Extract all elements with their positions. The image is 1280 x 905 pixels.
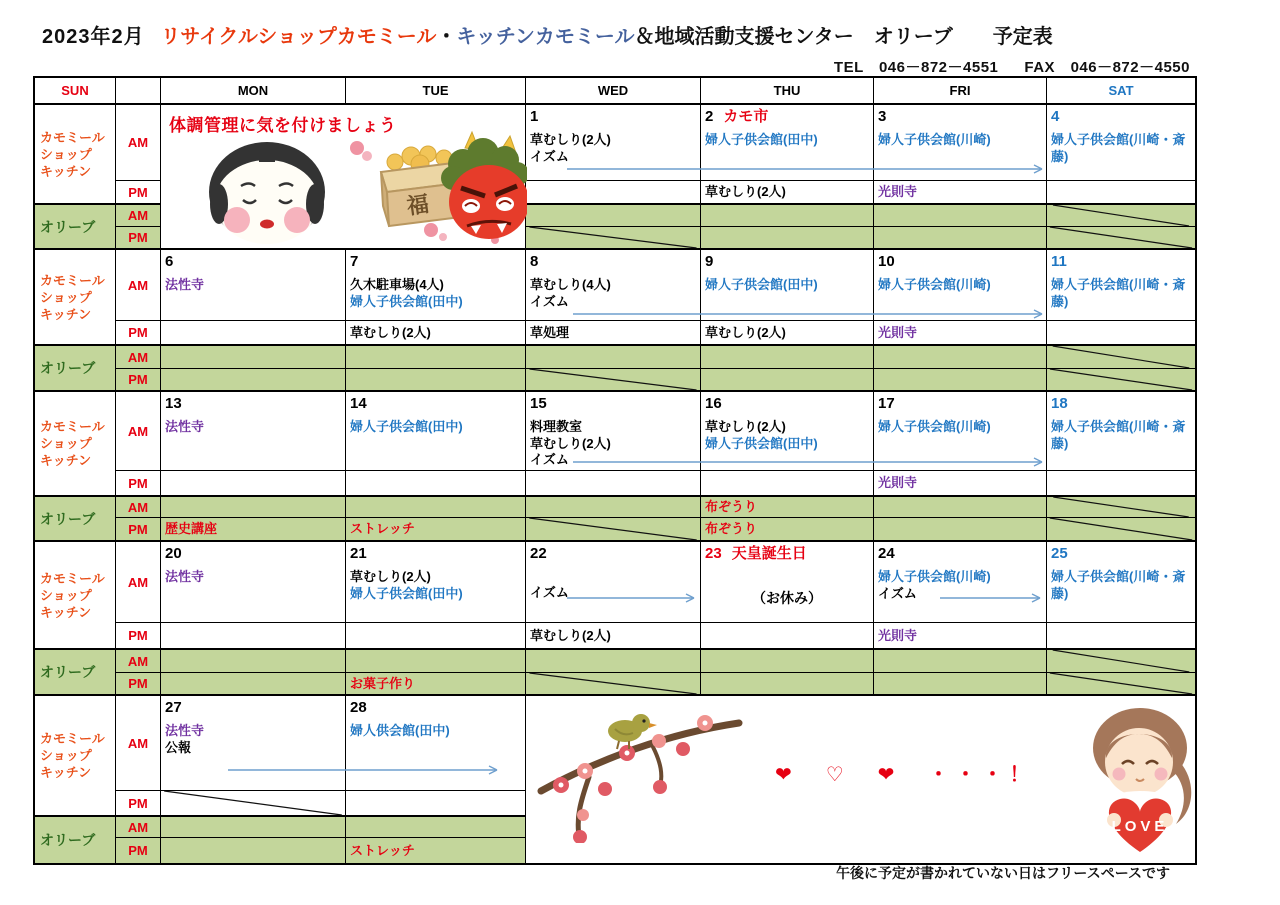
date-note: 天皇誕生日 — [731, 545, 807, 562]
cell-fri-olive-pm — [873, 368, 1046, 390]
cell-sat-olive-am — [1046, 344, 1195, 368]
date-label: 28 — [350, 699, 367, 716]
row-label-line: キッチン — [40, 306, 92, 322]
continuation-arrow — [228, 765, 498, 775]
date-label: 16 — [705, 395, 722, 412]
schedule-entry: 婦人子供会館(川崎・斎藤) — [1051, 277, 1186, 309]
schedule-entry: 草むしり(4人) — [530, 277, 611, 292]
row-label-line: ショップ — [40, 748, 92, 763]
schedule-entry: 布ぞうり — [705, 521, 758, 536]
schedule-entry: イズム — [530, 452, 569, 467]
am-label: AM — [115, 248, 160, 320]
schedule-entry: 婦人子供会館(川崎・斎藤) — [1051, 419, 1186, 451]
cell-tue-olive-pm — [345, 517, 525, 540]
cell-wed-olive-am — [525, 648, 700, 672]
row-label-line: ショップ — [40, 436, 92, 451]
day-header-thu: THU — [700, 78, 873, 105]
olive-pm-label: PM — [115, 672, 160, 694]
schedule-entry: 料理教室 — [530, 419, 583, 434]
cell-wed-pm — [525, 470, 700, 495]
continuation-arrow — [567, 164, 1043, 174]
row-label-olive: オリーブ — [35, 203, 115, 248]
olive-am-label: AM — [115, 344, 160, 368]
crossed-out-mark — [161, 791, 345, 815]
schedule-entry: 草むしり(2人) — [350, 324, 431, 340]
date-label: 21 — [350, 545, 367, 562]
schedule-entry: 婦人供会館(田中) — [350, 723, 450, 738]
cell-thu-pm — [700, 180, 873, 203]
schedule-entry: 婦人子供会館(田中) — [705, 132, 818, 147]
cell-sat-olive-am — [1046, 495, 1195, 517]
schedule-entry: 歴史講座 — [165, 521, 218, 536]
oni-face-icon — [441, 132, 527, 239]
cell-sat-olive-am — [1046, 648, 1195, 672]
schedule-entry: 草むしり(2人) — [530, 627, 611, 643]
row-label-chamomile — [35, 694, 115, 815]
schedule-entry: 婦人子供会館(川崎・斎藤) — [1051, 569, 1186, 601]
schedule-entry: 草むしり(2人) — [350, 569, 431, 584]
contact-line — [834, 56, 1190, 77]
cell-fri-am — [873, 540, 1046, 622]
schedule-entry: イズム — [530, 148, 569, 164]
month-label: 2023年2月 — [42, 26, 145, 48]
schedule-entry: 法性寺 — [165, 277, 205, 292]
schedule-entry: 婦人子供会館(川崎) — [878, 132, 991, 147]
cell-tue-pm — [345, 790, 525, 815]
cell-tue-pm — [345, 622, 525, 648]
title-recycle-shop: リサイクルショップカモミール — [160, 26, 437, 48]
pm-label: PM — [115, 470, 160, 495]
schedule-entry: 光則寺 — [878, 627, 918, 643]
row-label-chamomile — [35, 390, 115, 495]
schedule-entry: イズム — [530, 585, 569, 600]
cell-fri-olive-am — [873, 495, 1046, 517]
crossed-out-mark — [1047, 497, 1195, 517]
cell-thu-pm — [700, 470, 873, 495]
continuation-arrow — [567, 593, 695, 603]
title-separator: ・ — [436, 26, 457, 48]
pm-label: PM — [115, 790, 160, 815]
row-label-olive: オリーブ — [35, 648, 115, 694]
love-girl-illustration — [1086, 702, 1195, 860]
row-label-line: キッチン — [40, 163, 92, 179]
plum-branch-illustration — [533, 695, 745, 843]
schedule-entry: ストレッチ — [350, 521, 415, 536]
cell-sat-olive-pm — [1046, 517, 1195, 540]
crossed-out-mark — [526, 673, 700, 694]
title-kitchen: キッチンカモミール — [456, 26, 635, 48]
date-label: 22 — [530, 545, 547, 562]
cell-tue-olive-am — [345, 344, 525, 368]
cell-thu-olive-pm — [700, 368, 873, 390]
love-label: LOVE — [1111, 818, 1169, 835]
cell-fri-olive-pm — [873, 672, 1046, 694]
continuation-arrow — [940, 593, 1041, 603]
cell-wed-olive-pm — [525, 672, 700, 694]
fax-number: FAX 046－872－4550 — [1024, 59, 1190, 76]
cell-tue-olive-pm — [345, 837, 525, 863]
crossed-out-mark — [1047, 205, 1195, 226]
cell-sat-am — [1046, 105, 1195, 180]
date-label: 10 — [878, 253, 895, 270]
cell-wed-olive-am — [525, 203, 700, 226]
cell-wed-pm — [525, 180, 700, 203]
cell-tue-pm — [345, 470, 525, 495]
cell-mon-am — [160, 694, 345, 790]
schedule-entry: 光則寺 — [878, 324, 918, 340]
day-header-sun: SUN — [35, 78, 115, 105]
date-label: 27 — [165, 699, 182, 716]
cell-wed-olive-am — [525, 495, 700, 517]
cell-fri-olive-am — [873, 648, 1046, 672]
row-label-line: キッチン — [40, 453, 92, 468]
cell-fri-olive-am — [873, 344, 1046, 368]
date-label: 4 — [1051, 108, 1060, 125]
cell-sat-am — [1046, 248, 1195, 320]
schedule-entry: お菓子作り — [350, 675, 416, 691]
cell-fri-pm — [873, 470, 1046, 495]
cell-tue-am — [345, 390, 525, 470]
schedule-entry: 婦人子供会館(田中) — [705, 435, 818, 451]
schedule-entry: 法性寺 — [165, 419, 205, 434]
row-label-olive: オリーブ — [35, 344, 115, 390]
cell-thu-olive-am — [700, 203, 873, 226]
cell-tue-olive-am — [345, 495, 525, 517]
cell-mon-olive-pm — [160, 837, 345, 863]
cell-tue-olive-pm — [345, 368, 525, 390]
crossed-out-mark — [1047, 650, 1195, 672]
cell-sat-pm — [1046, 180, 1195, 203]
am-label: AM — [115, 105, 160, 180]
date-label: 9 — [705, 253, 714, 270]
cell-mon-olive-am — [160, 344, 345, 368]
cell-mon-pm — [160, 790, 345, 815]
schedule-entry: 婦人子供会館(田中) — [350, 585, 463, 601]
continuation-arrow — [573, 309, 1043, 319]
am-label: AM — [115, 390, 160, 470]
cell-tue-olive-am — [345, 648, 525, 672]
cell-wed-olive-pm — [525, 517, 700, 540]
cell-mon-olive-pm — [160, 672, 345, 694]
row-label-line: ショップ — [40, 587, 92, 603]
otafuku-face-icon — [209, 142, 325, 244]
schedule-entry: 公報 — [165, 739, 192, 755]
setsubun-illustration — [195, 130, 527, 246]
row-label-olive: オリーブ — [35, 495, 115, 540]
date-label: 13 — [165, 395, 182, 412]
cell-wed-pm — [525, 320, 700, 344]
day-header-sat: SAT — [1046, 78, 1195, 105]
crossed-out-mark — [1047, 673, 1195, 694]
footer-note: 午後に予定が書かれていない日はフリースペースです — [835, 865, 1170, 881]
schedule-entry: 草処理 — [530, 324, 570, 340]
olive-am-label: AM — [115, 815, 160, 837]
cell-mon-am — [160, 248, 345, 320]
am-label: AM — [115, 540, 160, 622]
schedule-entry: イズム — [530, 293, 569, 309]
cell-mon-olive-am — [160, 815, 345, 837]
day-header-tue: TUE — [345, 78, 525, 105]
cell-sat-olive-pm — [1046, 226, 1195, 248]
olive-pm-label: PM — [115, 517, 160, 540]
schedule-entry: 草むしり(2人) — [530, 435, 611, 451]
cell-sat-olive-pm — [1046, 368, 1195, 390]
cell-thu-olive-am — [700, 495, 873, 517]
cell-mon-olive-am — [160, 495, 345, 517]
crossed-out-mark — [1047, 369, 1195, 390]
holiday-note: （お休み） — [752, 590, 822, 606]
cell-mon-pm — [160, 470, 345, 495]
cell-tue-am — [345, 694, 525, 790]
cell-wed-pm — [525, 622, 700, 648]
crossed-out-mark — [1047, 518, 1195, 540]
schedule-entry: 法性寺 — [165, 723, 205, 738]
olive-am-label: AM — [115, 495, 160, 517]
fuku-character: 福 — [405, 191, 431, 219]
schedule-entry: イズム — [878, 585, 917, 601]
cell-thu-am — [700, 540, 873, 622]
title-rest: ＆地域活動支援センター オリーブ 予定表 — [634, 26, 1053, 48]
cell-fri-olive-am — [873, 203, 1046, 226]
date-label: 18 — [1051, 395, 1068, 412]
cell-mon-pm — [160, 320, 345, 344]
date-label: 17 — [878, 395, 895, 412]
pm-label: PM — [115, 320, 160, 344]
cell-fri-olive-pm — [873, 517, 1046, 540]
cell-sat-olive-am — [1046, 203, 1195, 226]
cell-wed-olive-pm — [525, 368, 700, 390]
row-label-line: カモミール — [40, 419, 105, 434]
crossed-out-mark — [526, 369, 700, 390]
date-label: 8 — [530, 253, 539, 270]
date-label: 1 — [530, 108, 539, 125]
schedule-entry: 婦人子供会館(田中) — [350, 293, 463, 309]
cell-mon-olive-pm — [160, 368, 345, 390]
cell-sat-pm — [1046, 622, 1195, 648]
cell-sat-am — [1046, 540, 1195, 622]
row-label-line: カモミール — [40, 731, 105, 746]
cell-tue-olive-pm — [345, 672, 525, 694]
olive-pm-label: PM — [115, 837, 160, 863]
schedule-entry: 草むしり(2人) — [705, 324, 786, 340]
cell-wed-am — [525, 540, 700, 622]
date-label: 2 カモ市 — [705, 108, 769, 125]
day-header-fri: FRI — [873, 78, 1046, 105]
cell-thu-olive-pm — [700, 226, 873, 248]
date-label: 15 — [530, 395, 547, 412]
health-banner-text: 体調管理に気を付けましょう — [169, 116, 397, 135]
row-label-line: カモミール — [40, 570, 105, 586]
date-label: 7 — [350, 253, 359, 270]
cell-thu-pm — [700, 622, 873, 648]
cell-sat-olive-pm — [1046, 672, 1195, 694]
row-label-chamomile — [35, 248, 115, 344]
date-label: 25 — [1051, 545, 1068, 562]
cell-fri-pm — [873, 622, 1046, 648]
schedule-entry: 婦人子供会館(川崎) — [878, 277, 991, 292]
olive-am-label: AM — [115, 203, 160, 226]
schedule-entry: 婦人子供会館(川崎) — [878, 419, 991, 434]
date-note: カモ市 — [723, 108, 769, 125]
row-label-olive: オリーブ — [35, 815, 115, 863]
schedule-entry: 光則寺 — [878, 475, 918, 490]
row-label-line: キッチン — [40, 604, 92, 620]
cell-thu-olive-pm — [700, 517, 873, 540]
schedule-entry: 婦人子供会館(田中) — [350, 419, 463, 434]
cell-wed-olive-am — [525, 344, 700, 368]
cell-mon-olive-pm — [160, 517, 345, 540]
cell-sat-pm — [1046, 470, 1195, 495]
cell-sat-pm — [1046, 320, 1195, 344]
date-label: 11 — [1051, 253, 1067, 270]
row-label-line: ショップ — [40, 146, 92, 162]
cell-thu-olive-am — [700, 344, 873, 368]
schedule-entry: 布ぞうり — [705, 499, 758, 514]
schedule-entry: 久木駐車場(4人) — [350, 277, 444, 292]
cell-mon-am — [160, 390, 345, 470]
row-label-chamomile — [35, 105, 115, 203]
crossed-out-mark — [526, 227, 700, 248]
cell-thu-olive-pm — [700, 672, 873, 694]
cell-tue-am — [345, 248, 525, 320]
cell-mon-pm — [160, 622, 345, 648]
cell-mon-am — [160, 540, 345, 622]
cell-wed-olive-pm — [525, 226, 700, 248]
schedule-entry: 草むしり(2人) — [705, 419, 786, 434]
schedule-entry: ストレッチ — [350, 842, 415, 858]
crossed-out-mark — [1047, 227, 1195, 248]
cell-thu-pm — [700, 320, 873, 344]
cell-tue-am — [345, 540, 525, 622]
schedule-entry: 法性寺 — [165, 569, 205, 584]
date-label: 6 — [165, 253, 174, 270]
ponytail — [1172, 760, 1191, 824]
cell-fri-pm — [873, 320, 1046, 344]
schedule-entry: 草むしり(2人) — [530, 132, 611, 147]
continuation-arrow — [573, 457, 1043, 467]
day-header-mon: MON — [160, 78, 345, 105]
date-label: 24 — [878, 545, 895, 562]
crossed-out-mark — [526, 518, 700, 540]
hearts-decoration: ❤ ♡ ❤ ・・・！ — [775, 764, 1037, 786]
cell-thu-olive-am — [700, 648, 873, 672]
row-label-line: キッチン — [40, 765, 92, 780]
date-label: 3 — [878, 108, 887, 125]
schedule-entry: 草むしり(2人) — [705, 184, 786, 199]
row-label-line: カモミール — [40, 272, 105, 288]
olive-pm-label: PM — [115, 368, 160, 390]
cell-fri-pm — [873, 180, 1046, 203]
cell-mon-olive-am — [160, 648, 345, 672]
am-label: AM — [115, 694, 160, 790]
tel-number: TEL 046－872－4551 — [833, 59, 999, 76]
cell-tue-pm — [345, 320, 525, 344]
schedule-entry: 婦人子供会館(川崎) — [878, 569, 991, 584]
date-label: 23 天皇誕生日 — [705, 545, 807, 562]
row-label-chamomile — [35, 540, 115, 648]
schedule-entry: 光則寺 — [878, 184, 918, 199]
cell-tue-olive-am — [345, 815, 525, 837]
pm-label: PM — [115, 180, 160, 203]
olive-am-label: AM — [115, 648, 160, 672]
date-label: 14 — [350, 395, 367, 412]
olive-pm-label: PM — [115, 226, 160, 248]
day-header-blank — [115, 78, 160, 105]
row-label-line: カモミール — [40, 129, 105, 145]
page-title — [42, 20, 1053, 49]
day-header-wed: WED — [525, 78, 700, 105]
cell-sat-am — [1046, 390, 1195, 470]
cell-fri-olive-pm — [873, 226, 1046, 248]
schedule-entry: 婦人子供会館(川崎・斎藤) — [1051, 132, 1186, 164]
row-label-line: ショップ — [40, 289, 92, 305]
schedule-entry: 婦人子供会館(田中) — [705, 277, 818, 292]
pm-label: PM — [115, 622, 160, 648]
date-label: 20 — [165, 545, 182, 562]
crossed-out-mark — [1047, 346, 1195, 368]
